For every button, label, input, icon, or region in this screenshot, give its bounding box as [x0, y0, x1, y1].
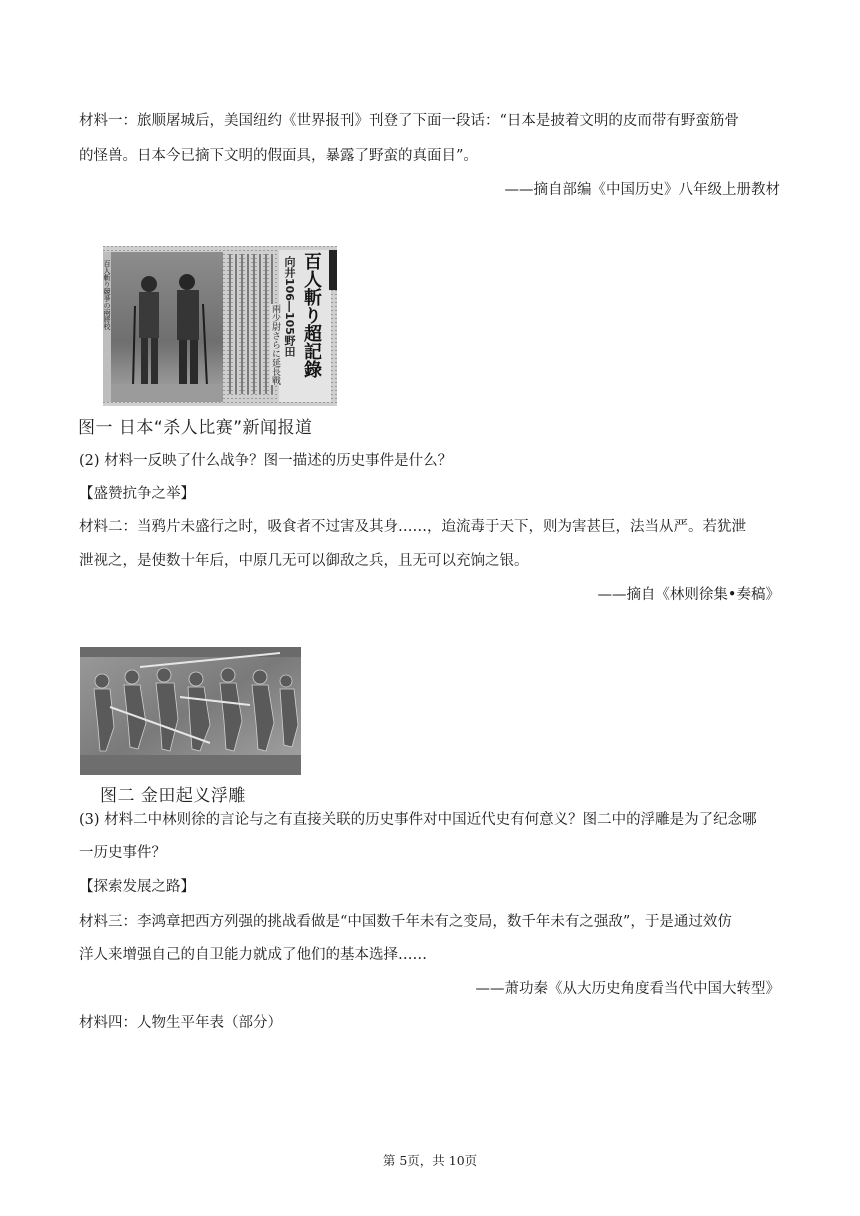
- material2-line1: 材料二：当鸦片未盛行之时，吸食者不过害及其身……，迨流毒于天下，则为害甚巨，法当从严。若犹泄: [79, 519, 746, 535]
- page-footer: 第 5页，共 10页: [382, 1153, 478, 1168]
- figure1-headline: 百人斬り超記錄: [301, 252, 322, 378]
- material3-line1: 材料三：李鸿章把西方列强的挑战看做是“中国数千年未有之变局，数千年未有之强敌”，于是通过效仿: [79, 914, 732, 930]
- material3-source: ——萧功秦《从大历史角度看当代中国大转型》: [475, 981, 780, 997]
- section-heading-praise: 【盛赞抗争之举】: [79, 486, 195, 502]
- material1-source: ——摘自部编《中国历史》八年级上册教材: [504, 182, 780, 198]
- material3-line2: 洋人来增强自己的自卫能力就成了他们的基本选择……: [79, 947, 427, 963]
- figure1-side-label: 百人斬り競爭の兩將校: [103, 260, 111, 330]
- figure1-caption: 图一 日本“杀人比赛”新闻报道: [78, 418, 313, 438]
- figure2-relief-image: [80, 647, 301, 775]
- figure1-subheadline2: 兩少尉さらに延長戰: [270, 304, 280, 385]
- question-3-line2: 一历史事件？: [79, 845, 166, 861]
- section-heading-explore: 【探索发展之路】: [79, 879, 195, 895]
- material1-line2: 的怪兽。日本今已摘下文明的假面具，暴露了野蛮的真面目”。: [79, 148, 478, 164]
- figure2-caption: 图二 金田起义浮雕: [100, 786, 246, 806]
- figure1-subheadline: 向井106―105野田: [283, 256, 296, 357]
- material1-line1: 材料一：旅顺屠城后，美国纽约《世界报刊》刊登了下面一段话：“日本是披着文明的皮而带有野蛮筋骨: [79, 113, 739, 129]
- material2-source: ——摘自《林则徐集•奏稿》: [597, 587, 780, 603]
- material2-line2: 泄视之，是使数十年后，中原几无可以御敌之兵，且无可以充饷之银。: [79, 553, 529, 569]
- question-2: (2) 材料一反映了什么战争？图一描述的历史事件是什么？: [79, 453, 453, 469]
- figure1-newspaper-image: [103, 246, 337, 406]
- material4-heading: 材料四：人物生平年表（部分）: [79, 1015, 282, 1031]
- question-3-line1: (3) 材料二中林则徐的言论与之有直接关联的历史事件对中国近代史有何意义？图二中的浮雕是为了纪念哪: [79, 812, 757, 828]
